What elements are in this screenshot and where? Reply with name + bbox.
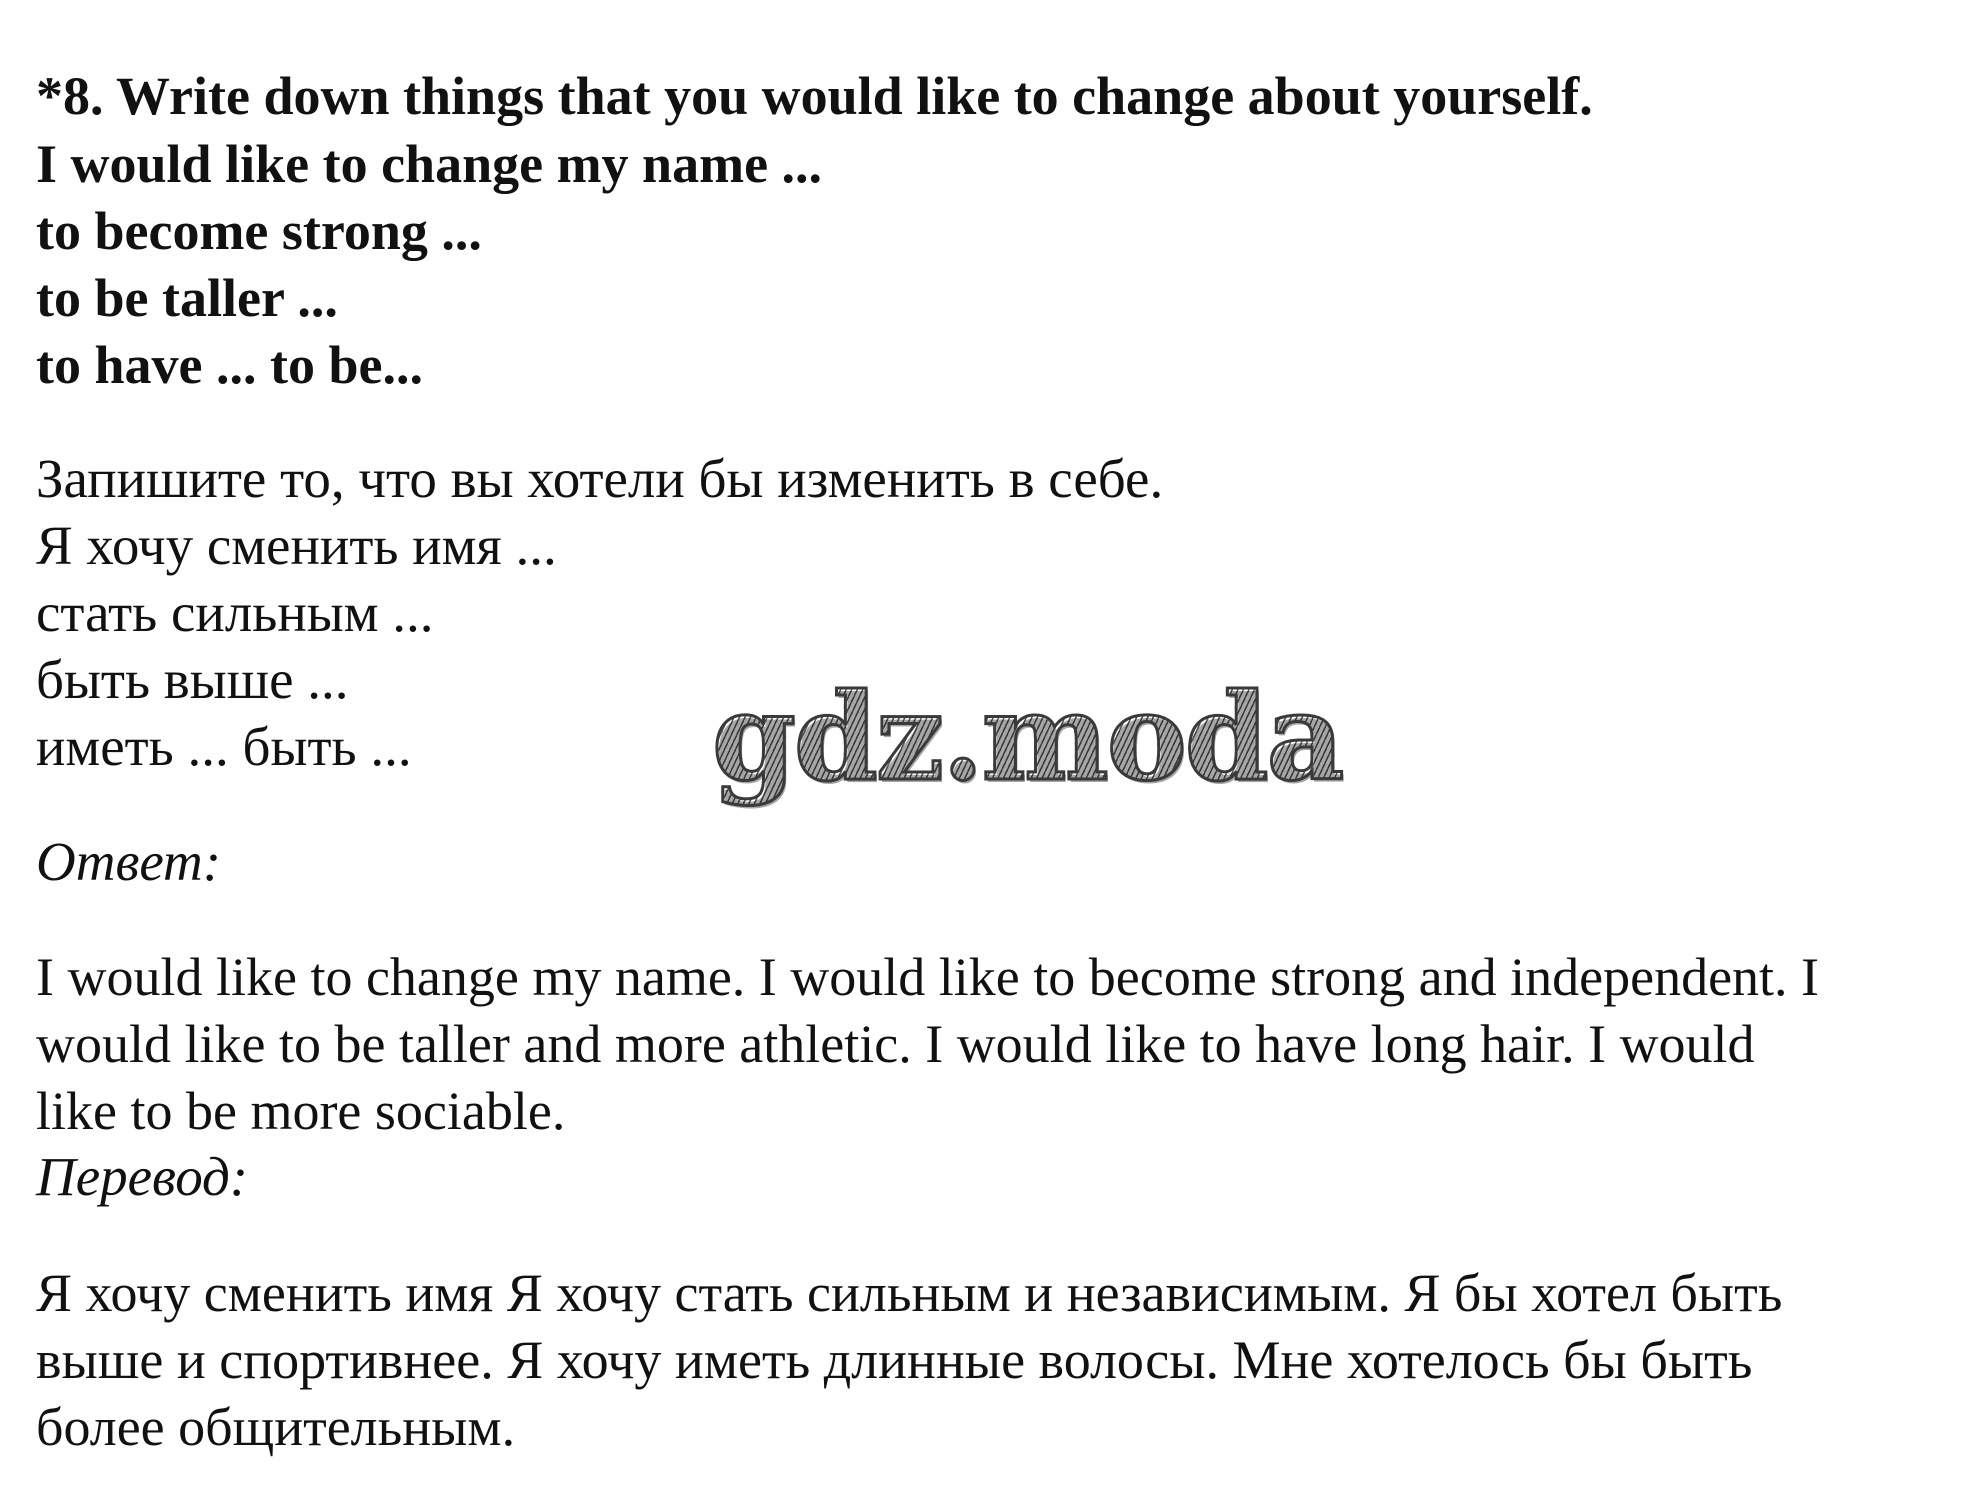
task-line-3: to be taller ... (36, 268, 338, 328)
answer-paragraph (36, 944, 1819, 1145)
translation-paragraph (36, 1260, 1782, 1461)
translation-line-1: Я хочу сменить имя Я хочу стать сильным и независимым. Я бы хотел быть (36, 1263, 1783, 1323)
task-line-4: to have ... to be... (36, 335, 423, 395)
task-line-1: I would like to change my name ... (36, 134, 823, 194)
answer-line-3: like to be more sociable. (36, 1081, 566, 1141)
answer-label: Ответ: (36, 831, 222, 892)
translation-task-line-3: быть выше ... (36, 649, 349, 710)
translation-task-line-4: иметь ... быть ... (36, 716, 412, 777)
answer-line-2: would like to be taller and more athletic. I would like to have long hair. I would (36, 1014, 1755, 1074)
translation-task-line-1: Я хочу сменить имя ... (36, 515, 557, 576)
translation-task-header: Запишите то, что вы хотели бы изменить в себе. (36, 448, 1164, 509)
translation-label: Перевод: (36, 1146, 249, 1207)
task-header: *8. Write down things that you would like to change about yourself. (36, 66, 1593, 126)
answer-line-1: I would like to change my name. I would like to become strong and independent. I (36, 947, 1820, 1007)
task-line-2: to become strong ... (36, 201, 482, 261)
watermark-logo: gdz.moda (712, 667, 1343, 808)
translation-line-3: более общительным. (36, 1397, 516, 1457)
translation-line-2: выше и спортивнее. Я хочу иметь длинные волосы. Мне хотелось бы быть (36, 1330, 1753, 1390)
translation-task-line-2: стать сильным ... (36, 582, 434, 643)
